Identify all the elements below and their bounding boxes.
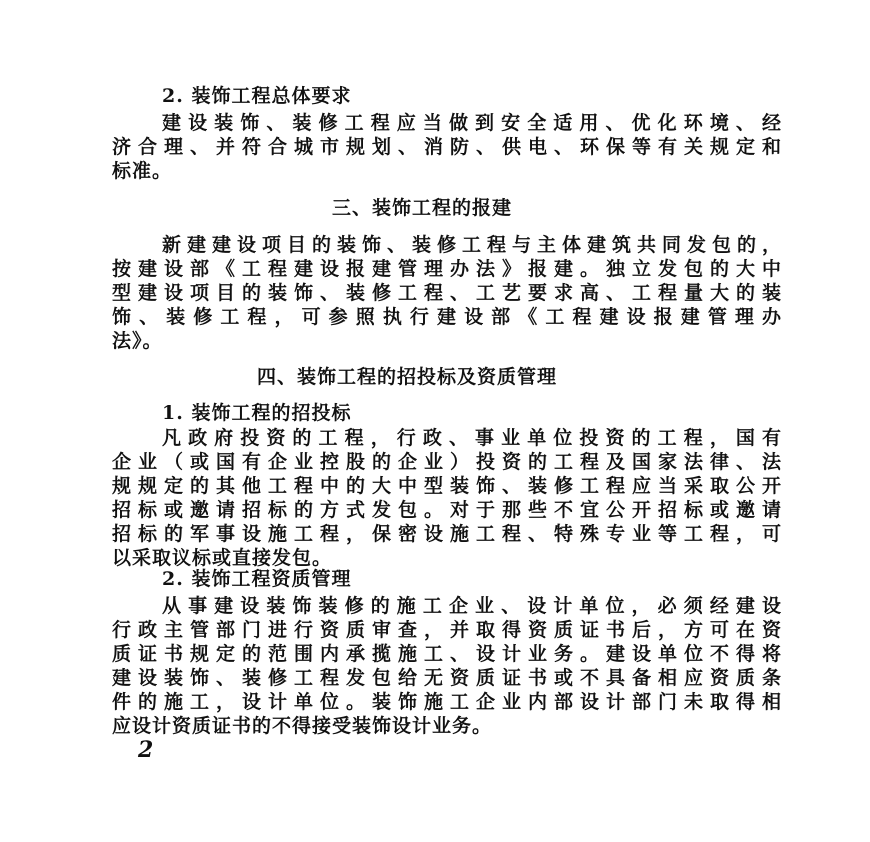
paragraph-line: 凡政府投资的工程，行政、事业单位投资的工程，国有 (162, 427, 782, 449)
paragraph-line: 标准。 (112, 160, 173, 182)
subsection-title-1: 1. 装饰工程的招投标 (162, 402, 352, 424)
paragraph-line: 应设计资质证书的不得接受装饰设计业务。 (112, 715, 493, 737)
subsection-title-2b: 2. 装饰工程资质管理 (162, 568, 352, 590)
paragraph-line: 按建设部《工程建设报建管理办法》报建。独立发包的大中 (112, 258, 782, 280)
paragraph-line: 招标或邀请招标的方式发包。对于那些不宜公开招标或邀请 (112, 499, 782, 521)
paragraph-line: 行政主管部门进行资质审查，并取得资质证书后，方可在资 (112, 619, 782, 641)
paragraph-line: 建设装饰、装修工程应当做到安全适用、优化环境、经 (162, 112, 782, 134)
paragraph-line: 件的施工，设计单位。装饰施工企业内部设计部门未取得相 (112, 691, 782, 713)
paragraph-line: 企业（或国有企业控股的企业）投资的工程及国家法律、法 (112, 451, 782, 473)
paragraph-line: 规规定的其他工程中的大中型装饰、装修工程应当采取公开 (112, 475, 782, 497)
paragraph-line: 建设装饰、装修工程发包给无资质证书或不具备相应资质条 (112, 667, 782, 689)
paragraph-line: 法》。 (112, 330, 163, 352)
paragraph-line: 新建建设项目的装饰、装修工程与主体建筑共同发包的， (162, 234, 782, 256)
subsection-title-2: 2. 装饰工程总体要求 (162, 85, 352, 107)
paragraph-line: 质证书规定的范围内承揽施工、设计业务。建设单位不得将 (112, 643, 782, 665)
section-heading-4: 四、装饰工程的招投标及资质管理 (257, 366, 558, 388)
paragraph-line: 型建设项目的装饰、装修工程、工艺要求高、工程量大的装 (112, 282, 782, 304)
paragraph-line: 饰、装修工程，可参照执行建设部《工程建设报建管理办 (112, 306, 782, 328)
page-number: 2 (138, 737, 154, 763)
section-heading-3: 三、装饰工程的报建 (332, 197, 513, 219)
paragraph-line: 济合理、并符合城市规划、消防、供电、环保等有关规定和 (112, 136, 782, 158)
paragraph-line: 从事建设装饰装修的施工企业、设计单位，必须经建设 (162, 595, 782, 617)
paragraph-line: 招标的军事设施工程，保密设施工程、特殊专业等工程，可 (112, 523, 782, 545)
paragraph-line: 以采取议标或直接发包。 (112, 547, 333, 569)
